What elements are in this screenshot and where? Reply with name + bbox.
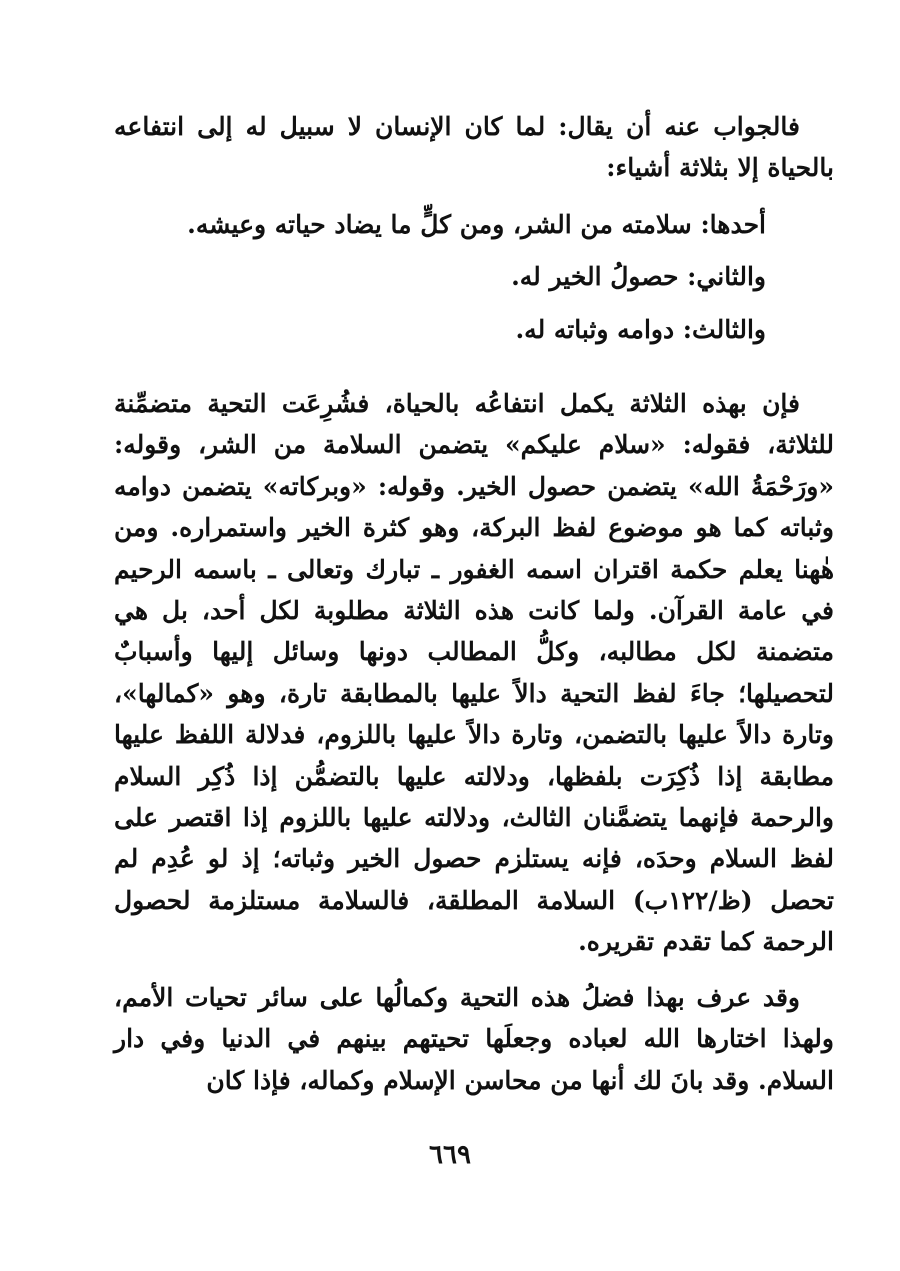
closing-paragraph-text: وقد عرف بهذا فضلُ هذه التحية وكمالُها على سائر تحيات الأمم، ولهذا اختارها الله لعباده وجعلَها تحيتهم بينهم في الدنيا وفي دار السلام. وقد بانَ لك أنها من محاسن الإسلام وكماله، فإذا كان	[114, 983, 834, 1095]
answer-intro-paragraph	[114, 106, 834, 189]
answer-intro-text: فالجواب عنه أن يقال: لما كان الإنسان لا سبيل له إلى انتفاعه بالحياة إلا بثلاثة أشياء:	[114, 112, 834, 183]
main-paragraph-text: فإن بهذه الثلاثة يكمل انتفاعُه بالحياة، فشُرِعَت التحية متضمِّنة للثلاثة، فقوله: «سلام عليكم» يتضمن السلامة من الشر، وقوله: «ورَحْمَةُ الله» يتضمن حصول الخير. وقوله: «وبركاته» يتضمن دوامه وثباته كما هو موضوع لفظ البركة، وهو كثرة الخير واستمراره. ومن هٰهنا يعلم حكمة اقتران اسمه الغفور ـ تبارك وتعالى ـ باسمه الرحيم في عامة القرآن. ولما كانت هذه الثلاثة مطلوبة لكل أحد، بل هي متضمنة لكل مطالبه، وكلُّ المطالب دونها وسائل إليها وأسبابٌ لتحصيلها؛ جاءَ لفظ التحية دالاً عليها بالمطابقة تارة، وهو «كمالها»، وتارة دالاً عليها بالتضمن، وتارة دالاً عليها باللزوم، فدلالة اللفظ عليها مطابقة إذا ذُكِرَت بلفظها، ودلالته عليها بالتضمُّن إذا ذُكِر السلام والرحمة فإنهما يتضمَّنان الثالث، ودلالته عليها باللزوم إذا اقتصر على لفظ السلام وحدَه، فإنه يستلزم حصول الخير وثباته؛ إذ لو عُدِم لم تحصل (ظ/١٢٢ب) السلامة المطلقة، فالسلامة مستلزمة لحصول الرحمة كما تقدم تقريره.	[114, 389, 834, 957]
list-item: والثاني: حصولُ الخير له.	[511, 262, 766, 292]
list-item: والثالث: دوامه وثباته له.	[515, 314, 766, 344]
closing-paragraph	[114, 977, 834, 1101]
list-item: أحدها: سلامته من الشر، ومن كلٍّ ما يضاد حياته وعيشه.	[187, 210, 766, 239]
page-number: ٦٦٩	[429, 1140, 471, 1170]
main-paragraph	[114, 383, 834, 963]
three-things-list	[114, 204, 834, 350]
